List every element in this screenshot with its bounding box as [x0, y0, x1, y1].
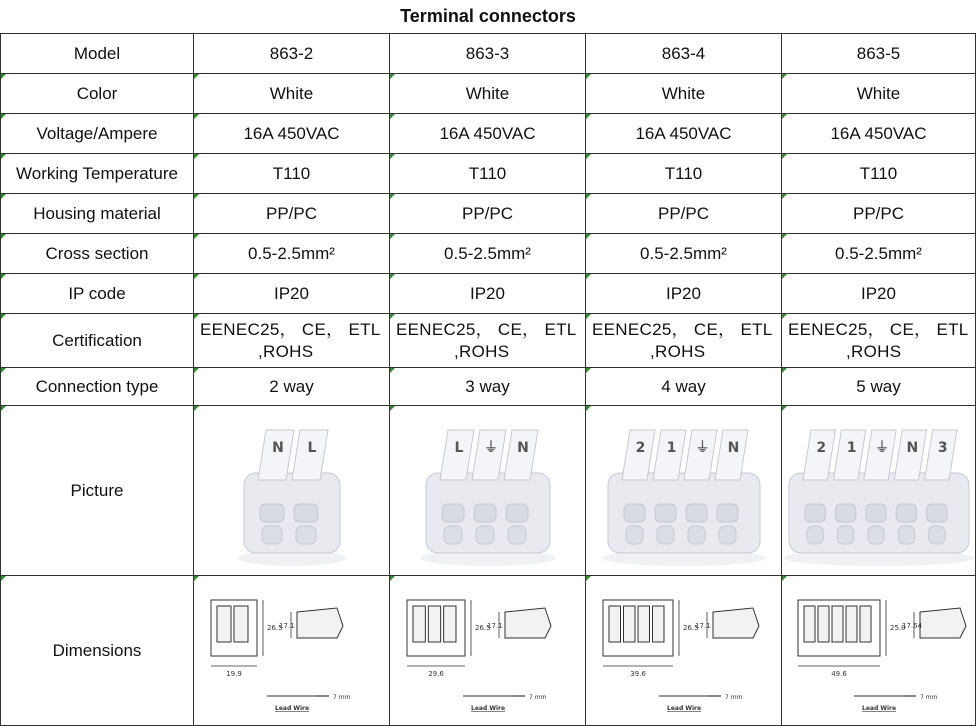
housing-cell: PP/PC [782, 194, 976, 234]
strip-length-label: 7 mm [724, 694, 742, 701]
table-row [1, 34, 976, 74]
cert-cell: EENEC25， CE， ETL ,ROHS [194, 314, 390, 368]
connector-body [244, 473, 340, 553]
table-row [1, 274, 976, 314]
side-view [713, 608, 759, 638]
height-dim-label: 25.0 [889, 624, 906, 632]
voltage-cell: 16A 450VAC [194, 114, 390, 154]
table-row [1, 194, 976, 234]
row-label: Picture [1, 406, 194, 576]
connection-cell: 4 way [586, 368, 782, 406]
front-slot [804, 606, 815, 642]
side-dim-label: 17.1 [694, 622, 711, 630]
table-row [1, 74, 976, 114]
ip-cell: IP20 [782, 274, 976, 314]
wire-hole [655, 504, 676, 522]
cross-cell: 0.5-2.5mm² [390, 234, 586, 274]
lead-wire-label: Lead Wire [274, 705, 309, 712]
wire-hole [719, 526, 736, 544]
row-label: Housing material [1, 194, 194, 234]
connector-picture [589, 408, 779, 573]
lever-glyph: 2 [635, 440, 645, 456]
spec-table [0, 33, 976, 726]
side-view [505, 608, 551, 638]
connector-picture [393, 408, 583, 573]
front-slot [832, 606, 843, 642]
lever-glyph: N [516, 440, 529, 456]
wire-hole [717, 504, 738, 522]
wire-hole [442, 504, 464, 522]
row-label: Voltage/Ampere [1, 114, 194, 154]
housing-cell: PP/PC [390, 194, 586, 234]
picture-cell [782, 406, 976, 576]
voltage-cell: 16A 450VAC [390, 114, 586, 154]
height-dim-label: 26.5 [266, 624, 283, 632]
wire-hole [296, 526, 316, 544]
wire-hole [260, 504, 284, 522]
model-cell: 863-4 [586, 34, 782, 74]
color-cell: White [390, 74, 586, 114]
wire-hole [807, 526, 823, 544]
front-slot [860, 606, 871, 642]
cross-cell: 0.5-2.5mm² [782, 234, 976, 274]
lever-glyph: N [906, 440, 918, 456]
wire-hole [686, 504, 707, 522]
lead-wire-label: Lead Wire [861, 705, 896, 712]
wire-hole [294, 504, 318, 522]
row-label: Certification [1, 314, 194, 368]
wire-hole [688, 526, 705, 544]
ip-cell: IP20 [586, 274, 782, 314]
lead-wire-label: Lead Wire [666, 705, 701, 712]
lever-glyph: L [454, 440, 463, 456]
dimension-drawing [393, 578, 583, 723]
width-dim-label: 49.6 [830, 670, 847, 678]
lever-glyph: L [307, 440, 316, 456]
picture-cell [586, 406, 782, 576]
side-dim-label: 17.1 [486, 622, 503, 630]
front-slot [638, 606, 650, 642]
strip-length-label: 7 mm [528, 694, 546, 701]
table-row [1, 368, 976, 406]
wire-hole [506, 504, 528, 522]
connection-cell: 2 way [194, 368, 390, 406]
cross-cell: 0.5-2.5mm² [194, 234, 390, 274]
lever-glyph: 3 [937, 440, 948, 456]
ip-cell: IP20 [194, 274, 390, 314]
front-slot [443, 606, 455, 642]
lever-glyph: ⏚ [874, 440, 889, 456]
wire-hole [898, 526, 914, 544]
row-label: Working Temperature [1, 154, 194, 194]
cert-cell: EENEC25， CE， ETL ,ROHS [390, 314, 586, 368]
wire-hole [626, 526, 643, 544]
wire-hole [928, 526, 944, 544]
dimension-cell [586, 576, 782, 726]
table-row [1, 576, 976, 726]
wire-hole [474, 504, 496, 522]
side-dim-label: 17.1 [278, 622, 295, 630]
row-label: Model [1, 34, 194, 74]
lever-glyph: N [271, 440, 284, 456]
dimension-drawing [197, 578, 387, 723]
dimension-cell [194, 576, 390, 726]
front-slot [652, 606, 664, 642]
color-cell: White [782, 74, 976, 114]
row-label: Cross section [1, 234, 194, 274]
wire-hole [835, 504, 855, 522]
table-row [1, 114, 976, 154]
wire-hole [837, 526, 853, 544]
wire-hole [624, 504, 645, 522]
wire-hole [657, 526, 674, 544]
color-cell: White [194, 74, 390, 114]
lever-glyph: N [727, 440, 739, 456]
side-dim-label: 17.64 [901, 622, 922, 630]
housing-cell: PP/PC [586, 194, 782, 234]
connector-picture [784, 408, 974, 573]
voltage-cell: 16A 450VAC [586, 114, 782, 154]
wire-hole [805, 504, 825, 522]
table-row [1, 234, 976, 274]
picture-cell [390, 406, 586, 576]
lever-glyph: ⏚ [483, 440, 498, 456]
picture-cell [194, 406, 390, 576]
lever-glyph: 1 [666, 440, 676, 456]
wire-hole [926, 504, 946, 522]
housing-cell: PP/PC [194, 194, 390, 234]
temp-cell: T110 [586, 154, 782, 194]
wire-hole [896, 504, 916, 522]
dimension-drawing [784, 578, 974, 723]
dimension-drawing [589, 578, 779, 723]
front-slot [609, 606, 621, 642]
strip-length-label: 7 mm [919, 694, 937, 701]
lead-wire-label: Lead Wire [470, 705, 505, 712]
width-dim-label: 19.9 [225, 670, 242, 678]
wire-hole [508, 526, 526, 544]
front-slot [413, 606, 425, 642]
wire-hole [867, 526, 883, 544]
model-cell: 863-2 [194, 34, 390, 74]
lever-glyph: 2 [815, 440, 826, 456]
temp-cell: T110 [782, 154, 976, 194]
table-row [1, 406, 976, 576]
model-cell: 863-3 [390, 34, 586, 74]
temp-cell: T110 [194, 154, 390, 194]
wire-hole [865, 504, 885, 522]
front-slot [846, 606, 857, 642]
page-title: Terminal connectors [400, 6, 576, 26]
row-label: Connection type [1, 368, 194, 406]
voltage-cell: 16A 450VAC [782, 114, 976, 154]
row-label: Dimensions [1, 576, 194, 726]
side-view [920, 608, 966, 638]
front-slot [217, 606, 231, 642]
lever-glyph: ⏚ [695, 440, 709, 456]
lever-glyph: 1 [846, 440, 856, 456]
row-label: IP code [1, 274, 194, 314]
wire-hole [262, 526, 282, 544]
connection-cell: 5 way [782, 368, 976, 406]
width-dim-label: 29.6 [427, 670, 444, 678]
dimension-cell [390, 576, 586, 726]
height-dim-label: 26.5 [682, 624, 699, 632]
table-row [1, 314, 976, 368]
front-slot [234, 606, 248, 642]
front-slot [818, 606, 829, 642]
width-dim-label: 39.6 [629, 670, 646, 678]
table-row [1, 154, 976, 194]
row-label: Color [1, 74, 194, 114]
wire-hole [476, 526, 494, 544]
model-cell: 863-5 [782, 34, 976, 74]
connector-picture [197, 408, 387, 573]
temp-cell: T110 [390, 154, 586, 194]
color-cell: White [586, 74, 782, 114]
height-dim-label: 26.5 [474, 624, 491, 632]
cert-cell: EENEC25， CE， ETL ,ROHS [782, 314, 976, 368]
strip-length-label: 7 mm [332, 694, 350, 701]
dimension-cell [782, 576, 976, 726]
front-slot [623, 606, 635, 642]
ip-cell: IP20 [390, 274, 586, 314]
cross-cell: 0.5-2.5mm² [586, 234, 782, 274]
side-view [297, 608, 343, 638]
connection-cell: 3 way [390, 368, 586, 406]
cert-cell: EENEC25， CE， ETL ,ROHS [586, 314, 782, 368]
front-slot [428, 606, 440, 642]
wire-hole [444, 526, 462, 544]
